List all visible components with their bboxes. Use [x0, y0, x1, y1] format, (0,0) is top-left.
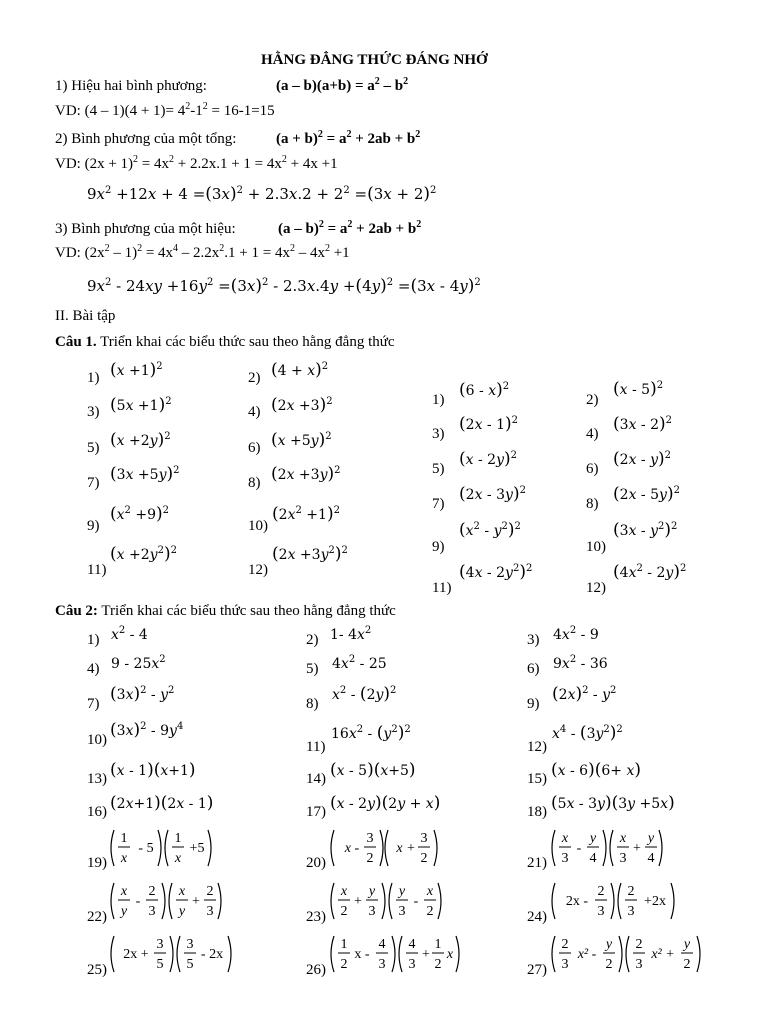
- list-item: 5): [306, 661, 319, 677]
- s2-example: VD: $(2x + 1)^2 = 4x^2 + 2.2x.1 + 1 = 4x^2 + 4x +1$: [55, 154, 338, 172]
- list-item: $(2x +3)^2$: [271, 395, 333, 415]
- fraction-expression-21: [549, 826, 665, 870]
- svg-text:x -: x -: [344, 841, 360, 856]
- list-item: 4): [87, 661, 100, 677]
- list-item: 10): [248, 518, 268, 534]
- list-item: $(x +2y^2)^2$: [110, 544, 177, 564]
- s3-formula: $(a - b)^2 = a^2 + 2ab + b^2$: [278, 219, 422, 237]
- list-item: 12): [248, 562, 268, 578]
- svg-text:y: y: [120, 904, 128, 919]
- svg-text:3: 3: [368, 904, 376, 919]
- list-item: 12): [586, 580, 606, 596]
- list-item: 9): [432, 539, 445, 555]
- list-item: 5): [432, 461, 445, 477]
- svg-text:2: 2: [683, 957, 691, 972]
- list-item: 2): [586, 392, 599, 408]
- list-item: 4): [586, 426, 599, 442]
- svg-text:2: 2: [627, 884, 635, 899]
- list-item: 17): [306, 804, 326, 820]
- fraction-expression-20: [328, 826, 440, 870]
- list-item: $(x +1)^2$: [110, 360, 163, 380]
- svg-text:x: x: [340, 884, 348, 899]
- svg-text:2: 2: [597, 884, 605, 899]
- svg-text:2: 2: [340, 957, 348, 972]
- svg-text:5: 5: [186, 957, 194, 972]
- list-item: (2x - 3y)$^2$: [459, 484, 526, 504]
- list-item: (6 - x)$^2$: [459, 380, 510, 400]
- svg-text:x: x: [561, 831, 569, 846]
- s1-formula: $(a - b)(a+b) = a^2 - b^2$: [276, 76, 409, 94]
- svg-text:2: 2: [605, 957, 613, 972]
- svg-text:y: y: [398, 884, 406, 899]
- list-item: 2): [306, 632, 319, 648]
- list-item: (x - 2y)$^2$: [459, 449, 518, 469]
- list-item: (3x - 2)$^2$: [613, 414, 673, 434]
- list-item: 6): [527, 661, 540, 677]
- list-item: 3): [432, 426, 445, 442]
- svg-text:x +: x +: [396, 841, 416, 856]
- cau2-heading: Câu 2: Triển khai các biểu thức sau theo hằng đẳng thức: [55, 603, 396, 619]
- svg-text:+: +: [192, 894, 200, 909]
- svg-text:y: y: [589, 831, 597, 846]
- fraction-expression-24: [549, 879, 679, 923]
- list-item: 8): [248, 475, 261, 491]
- list-item: $(5x +1)^2$: [110, 395, 172, 415]
- svg-text:x: x: [120, 851, 128, 866]
- svg-text:1: 1: [120, 831, 128, 846]
- list-item: 3): [527, 632, 540, 648]
- list-item: $(4x - 2y^2)^2$: [459, 562, 533, 582]
- list-item: (x - 2y)(2y + x): [330, 793, 441, 813]
- svg-text:3: 3: [597, 904, 605, 919]
- fraction-expression-27: [549, 932, 705, 976]
- list-item: 1): [87, 370, 100, 386]
- list-item: (x - 5)(x+5): [330, 760, 416, 780]
- list-item: 15): [527, 771, 547, 787]
- list-item: $(2x +3y^2)^2$: [272, 544, 348, 564]
- list-item: 26): [306, 962, 326, 978]
- svg-text:3: 3: [206, 904, 214, 919]
- svg-text:2: 2: [206, 884, 214, 899]
- svg-text:4: 4: [589, 851, 597, 866]
- list-item: 10): [586, 539, 606, 555]
- fraction-expression-26: [328, 932, 462, 976]
- svg-text:2: 2: [561, 937, 569, 952]
- list-item: 1): [87, 632, 100, 648]
- list-item: (x - 5)$^2$: [613, 379, 664, 399]
- svg-text:x -: x -: [354, 947, 370, 962]
- s1-example: VD: $(4 - 1)(4 + 1)= 4^2-1^2 = 16-1=15$: [55, 101, 275, 119]
- list-item: (2x+1)(2x - 1): [110, 793, 214, 813]
- list-item: $(2x +3y)^2$: [271, 464, 341, 484]
- svg-text:2: 2: [426, 904, 434, 919]
- s2-label: 2) Bình phương của một tổng:: [55, 131, 237, 147]
- list-item: 12): [527, 739, 547, 755]
- svg-text:+2x: +2x: [644, 894, 666, 909]
- svg-text:3: 3: [186, 937, 194, 952]
- fraction-expression-19: [108, 826, 218, 870]
- svg-text:y: y: [683, 937, 691, 952]
- svg-text:y: y: [178, 904, 186, 919]
- svg-text:- 2x: - 2x: [200, 947, 224, 962]
- list-item: $(3x +5y)^2$: [110, 464, 180, 484]
- svg-text:+: +: [354, 894, 362, 909]
- svg-text:3: 3: [561, 851, 569, 866]
- svg-text:3: 3: [635, 957, 643, 972]
- list-item: 8): [306, 696, 319, 712]
- svg-text:3: 3: [366, 831, 374, 846]
- fraction-expression-25: [108, 932, 234, 976]
- svg-text:2x +: 2x +: [123, 947, 149, 962]
- list-item: $16x^2 - (y^2)^2$: [331, 723, 411, 743]
- svg-text:4: 4: [408, 937, 416, 952]
- list-item: 7): [432, 496, 445, 512]
- list-item: 1- $4x^2$: [330, 625, 372, 643]
- list-item: 5): [87, 440, 100, 456]
- svg-text:-: -: [135, 894, 141, 909]
- svg-text:3: 3: [408, 957, 416, 972]
- list-item: 13): [87, 771, 107, 787]
- list-item: 14): [306, 771, 326, 787]
- svg-text:2x -: 2x -: [565, 894, 589, 909]
- list-item: 11): [306, 739, 326, 755]
- list-item: 6): [248, 440, 261, 456]
- s3-worked-example: $9x^2 - 24xy +16y^2 =(3x)^2 - 2.3x.4y +(4y)^2 =(3x - 4y)^2$: [87, 276, 481, 296]
- list-item: $(2x^2 +1)^2$: [272, 504, 340, 524]
- list-item: 2): [248, 370, 261, 386]
- svg-text:3: 3: [156, 937, 164, 952]
- cau1-heading: Câu 1. Triển khai các biểu thức sau theo hằng đẳng thức: [55, 334, 395, 350]
- list-item: 9): [527, 696, 540, 712]
- svg-text:3: 3: [420, 831, 428, 846]
- list-item: 25): [87, 962, 107, 978]
- svg-text:y: y: [368, 884, 376, 899]
- svg-text:3: 3: [398, 904, 406, 919]
- svg-text:4: 4: [647, 851, 655, 866]
- list-item: $4x^2 - 25$: [332, 654, 387, 672]
- list-item: 7): [87, 696, 100, 712]
- list-item: 23): [306, 909, 326, 925]
- s1-label: 1) Hiệu hai bình phương:: [55, 78, 207, 94]
- svg-text:2: 2: [420, 851, 428, 866]
- list-item: 27): [527, 962, 547, 978]
- svg-text:x: x: [426, 884, 434, 899]
- svg-text:x² +: x² +: [651, 947, 675, 962]
- list-item: 1): [432, 392, 445, 408]
- list-item: 24): [527, 909, 547, 925]
- list-item: 20): [306, 855, 326, 871]
- list-item: $(3x)^2 - y^2$: [110, 684, 175, 704]
- list-item: $(x^2 +9)^2$: [110, 504, 170, 524]
- svg-text:y: y: [605, 937, 613, 952]
- svg-text:x: x: [120, 884, 128, 899]
- list-item: 21): [527, 855, 547, 871]
- list-item: 7): [87, 475, 100, 491]
- svg-text:x: x: [178, 884, 186, 899]
- list-item: 6): [586, 461, 599, 477]
- list-item: 10): [87, 732, 107, 748]
- list-item: 19): [87, 855, 107, 871]
- list-item: $(3x - y^2)^2$: [613, 520, 678, 540]
- svg-text:5: 5: [156, 957, 164, 972]
- s3-label: 3) Bình phương của một hiệu:: [55, 221, 236, 237]
- svg-text:1: 1: [434, 937, 442, 952]
- list-item: (x - 1)(x+1): [110, 760, 196, 780]
- svg-text:3: 3: [619, 851, 627, 866]
- list-item: $(4 + x)^2$: [271, 360, 329, 380]
- list-item: 22): [87, 909, 107, 925]
- list-item: 18): [527, 804, 547, 820]
- list-item: (5x - 3y)(3y +5x): [551, 793, 675, 813]
- list-item: $(3x)^2 - 9y^4$: [110, 720, 184, 740]
- list-item: $4x^2 - 9$: [553, 625, 599, 643]
- list-item: $x^4 - (3y^2)^2$: [552, 723, 623, 743]
- s3-example: VD: $(2x^2 - 1)^2 = 4x^4 - 2.2x^2.1 + 1 = 4x^2 - 4x^2 +1$: [55, 243, 350, 261]
- fraction-expression-23: [328, 879, 444, 923]
- svg-text:3: 3: [148, 904, 156, 919]
- svg-text:x² -: x² -: [577, 947, 597, 962]
- list-item: $(x +2y)^2$: [110, 430, 171, 450]
- list-item: 9): [87, 518, 100, 534]
- svg-text:2: 2: [366, 851, 374, 866]
- list-item: 8): [586, 496, 599, 512]
- svg-text:1: 1: [174, 831, 182, 846]
- list-item: $(4x^2 - 2y)^2$: [613, 562, 687, 582]
- svg-text:+: +: [633, 841, 641, 856]
- svg-text:-: -: [413, 894, 419, 909]
- list-item: (2x - 5y)$^2$: [613, 484, 680, 504]
- svg-text:4: 4: [378, 937, 386, 952]
- svg-text:x: x: [174, 851, 182, 866]
- list-item: 11): [87, 562, 107, 578]
- svg-text:2: 2: [434, 957, 442, 972]
- svg-text:y: y: [647, 831, 655, 846]
- svg-text:- 5: - 5: [138, 841, 154, 856]
- list-item: $x^2 - (2y)^2$: [332, 684, 397, 704]
- list-item: $(x^2 - y^2)^2$: [459, 520, 521, 540]
- list-item: $x^2 - 4$: [111, 625, 148, 643]
- page-title: HẰNG ĐẲNG THỨC ĐÁNG NHỚ: [261, 52, 488, 68]
- svg-text:1: 1: [340, 937, 348, 952]
- list-item: 11): [432, 580, 452, 596]
- list-item: (x - 6)(6+ x): [551, 760, 642, 780]
- svg-text:3: 3: [561, 957, 569, 972]
- svg-text:3: 3: [627, 904, 635, 919]
- list-item: 16): [87, 804, 107, 820]
- list-item: $9 - 25x^2$: [111, 654, 166, 672]
- s2-formula: $(a + b)^2 = a^2 + 2ab + b^2$: [276, 129, 421, 147]
- svg-text:x: x: [619, 831, 627, 846]
- s2-worked-example: $9x^2 +12x + 4 =(3x)^2 + 2.3x.2 + 2^2 =(3x + 2)^2$: [87, 184, 437, 204]
- svg-text:2: 2: [148, 884, 156, 899]
- list-item: (2x - 1)$^2$: [459, 414, 519, 434]
- list-item: 4): [248, 404, 261, 420]
- svg-text:2: 2: [340, 904, 348, 919]
- svg-text:2: 2: [635, 937, 643, 952]
- part2-heading: II. Bài tập: [55, 308, 116, 324]
- list-item: $(2x)^2 - y^2$: [552, 684, 617, 704]
- svg-text:+5: +5: [189, 841, 205, 856]
- svg-text:x: x: [446, 947, 454, 962]
- list-item: 3): [87, 404, 100, 420]
- svg-text:3: 3: [378, 957, 386, 972]
- fraction-expression-22: [108, 879, 224, 923]
- list-item: $(x +5y)^2$: [271, 430, 332, 450]
- list-item: $9x^2 - 36$: [553, 654, 608, 672]
- svg-text:-: -: [576, 841, 582, 856]
- svg-text:+: +: [422, 947, 430, 962]
- list-item: (2x - y)$^2$: [613, 449, 672, 469]
